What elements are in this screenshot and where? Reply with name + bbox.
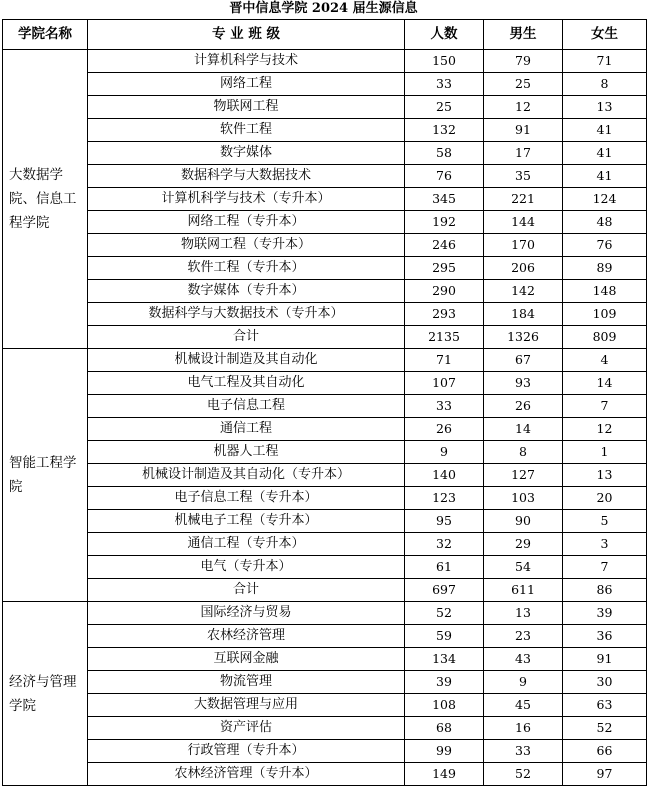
major-cell: 物流管理 [88, 671, 405, 694]
male-cell: 144 [484, 211, 563, 234]
major-cell: 数字媒体（专升本） [88, 280, 405, 303]
total-cell: 95 [405, 510, 484, 533]
female-cell: 124 [563, 188, 647, 211]
table-row [3, 763, 647, 786]
table-row [3, 510, 647, 533]
table-row [3, 142, 647, 165]
major-cell: 互联网金融 [88, 648, 405, 671]
female-cell: 39 [563, 602, 647, 625]
major-cell: 行政管理（专升本） [88, 740, 405, 763]
total-cell: 150 [405, 50, 484, 73]
female-cell: 7 [563, 395, 647, 418]
male-cell: 79 [484, 50, 563, 73]
total-cell: 52 [405, 602, 484, 625]
total-cell: 99 [405, 740, 484, 763]
total-cell: 26 [405, 418, 484, 441]
major-cell: 电气工程及其自动化 [88, 372, 405, 395]
female-cell: 41 [563, 142, 647, 165]
major-cell: 国际经济与贸易 [88, 602, 405, 625]
table-row [3, 602, 647, 625]
male-cell: 12 [484, 96, 563, 119]
table-row [3, 165, 647, 188]
male-cell: 142 [484, 280, 563, 303]
male-cell: 26 [484, 395, 563, 418]
header-male: 男生 [484, 20, 563, 50]
header-total: 人数 [405, 20, 484, 50]
female-cell: 91 [563, 648, 647, 671]
total-cell: 246 [405, 234, 484, 257]
female-cell: 109 [563, 303, 647, 326]
total-cell: 33 [405, 395, 484, 418]
male-cell: 14 [484, 418, 563, 441]
total-cell: 132 [405, 119, 484, 142]
major-cell: 机器人工程 [88, 441, 405, 464]
female-cell: 13 [563, 96, 647, 119]
male-cell: 17 [484, 142, 563, 165]
major-cell: 农林经济管理 [88, 625, 405, 648]
table-row [3, 50, 647, 73]
header-major: 专 业 班 级 [88, 20, 405, 50]
major-cell: 机械电子工程（专升本） [88, 510, 405, 533]
table-row [3, 441, 647, 464]
total-cell: 25 [405, 96, 484, 119]
major-cell: 物联网工程（专升本） [88, 234, 405, 257]
table-row [3, 717, 647, 740]
table-row [3, 694, 647, 717]
major-cell: 电气（专升本） [88, 556, 405, 579]
male-cell: 16 [484, 717, 563, 740]
female-cell: 52 [563, 717, 647, 740]
college-name-cell: 智能工程学院 [3, 349, 88, 602]
male-cell: 93 [484, 372, 563, 395]
major-cell: 软件工程（专升本） [88, 257, 405, 280]
male-cell: 45 [484, 694, 563, 717]
female-cell: 41 [563, 119, 647, 142]
total-cell: 71 [405, 349, 484, 372]
female-cell: 97 [563, 763, 647, 786]
major-cell: 大数据管理与应用 [88, 694, 405, 717]
total-cell: 107 [405, 372, 484, 395]
male-cell: 29 [484, 533, 563, 556]
total-cell: 61 [405, 556, 484, 579]
major-cell: 电子信息工程 [88, 395, 405, 418]
header-college: 学院名称 [3, 20, 88, 50]
total-cell: 345 [405, 188, 484, 211]
total-cell: 59 [405, 625, 484, 648]
header-row [3, 20, 647, 50]
major-cell: 网络工程 [88, 73, 405, 96]
total-cell: 149 [405, 763, 484, 786]
table-row [3, 234, 647, 257]
student-source-table [2, 19, 647, 786]
total-cell: 32 [405, 533, 484, 556]
total-cell: 58 [405, 142, 484, 165]
table-row [3, 579, 647, 602]
major-cell: 机械设计制造及其自动化（专升本） [88, 464, 405, 487]
major-cell: 资产评估 [88, 717, 405, 740]
total-cell: 290 [405, 280, 484, 303]
male-cell: 54 [484, 556, 563, 579]
major-cell: 农林经济管理（专升本） [88, 763, 405, 786]
table-row [3, 418, 647, 441]
table-row [3, 73, 647, 96]
female-cell: 86 [563, 579, 647, 602]
male-cell: 13 [484, 602, 563, 625]
total-cell: 293 [405, 303, 484, 326]
total-cell: 33 [405, 73, 484, 96]
major-cell: 合计 [88, 326, 405, 349]
header-female: 女生 [563, 20, 647, 50]
male-cell: 611 [484, 579, 563, 602]
male-cell: 206 [484, 257, 563, 280]
male-cell: 33 [484, 740, 563, 763]
total-cell: 108 [405, 694, 484, 717]
table-row [3, 556, 647, 579]
male-cell: 9 [484, 671, 563, 694]
male-cell: 67 [484, 349, 563, 372]
major-cell: 机械设计制造及其自动化 [88, 349, 405, 372]
table-row [3, 326, 647, 349]
table-row [3, 119, 647, 142]
female-cell: 4 [563, 349, 647, 372]
total-cell: 192 [405, 211, 484, 234]
female-cell: 8 [563, 73, 647, 96]
table-row [3, 280, 647, 303]
female-cell: 20 [563, 487, 647, 510]
male-cell: 8 [484, 441, 563, 464]
major-cell: 电子信息工程（专升本） [88, 487, 405, 510]
female-cell: 13 [563, 464, 647, 487]
table-title: 晋中信息学院 2024 届生源信息 [229, 1, 418, 16]
male-cell: 43 [484, 648, 563, 671]
table-row [3, 648, 647, 671]
male-cell: 103 [484, 487, 563, 510]
table-row [3, 464, 647, 487]
female-cell: 7 [563, 556, 647, 579]
major-cell: 软件工程 [88, 119, 405, 142]
major-cell: 计算机科学与技术（专升本） [88, 188, 405, 211]
total-cell: 9 [405, 441, 484, 464]
total-cell: 76 [405, 165, 484, 188]
table-row [3, 533, 647, 556]
major-cell: 数据科学与大数据技术 [88, 165, 405, 188]
table-row [3, 211, 647, 234]
total-cell: 2135 [405, 326, 484, 349]
male-cell: 1326 [484, 326, 563, 349]
major-cell: 数据科学与大数据技术（专升本） [88, 303, 405, 326]
female-cell: 89 [563, 257, 647, 280]
female-cell: 63 [563, 694, 647, 717]
college-name-cell: 大数据学院、信息工程学院 [3, 50, 88, 349]
female-cell: 809 [563, 326, 647, 349]
table-row [3, 372, 647, 395]
male-cell: 35 [484, 165, 563, 188]
male-cell: 25 [484, 73, 563, 96]
major-cell: 物联网工程 [88, 96, 405, 119]
total-cell: 39 [405, 671, 484, 694]
table-row [3, 96, 647, 119]
female-cell: 5 [563, 510, 647, 533]
male-cell: 90 [484, 510, 563, 533]
table-row [3, 625, 647, 648]
major-cell: 网络工程（专升本） [88, 211, 405, 234]
table-row [3, 487, 647, 510]
male-cell: 170 [484, 234, 563, 257]
total-cell: 134 [405, 648, 484, 671]
total-cell: 295 [405, 257, 484, 280]
female-cell: 48 [563, 211, 647, 234]
female-cell: 12 [563, 418, 647, 441]
male-cell: 91 [484, 119, 563, 142]
female-cell: 36 [563, 625, 647, 648]
table-row [3, 395, 647, 418]
table-row [3, 740, 647, 763]
total-cell: 68 [405, 717, 484, 740]
table-row [3, 349, 647, 372]
male-cell: 23 [484, 625, 563, 648]
male-cell: 184 [484, 303, 563, 326]
table-row [3, 303, 647, 326]
female-cell: 30 [563, 671, 647, 694]
table-body [3, 50, 647, 786]
male-cell: 52 [484, 763, 563, 786]
female-cell: 41 [563, 165, 647, 188]
female-cell: 14 [563, 372, 647, 395]
major-cell: 通信工程 [88, 418, 405, 441]
female-cell: 71 [563, 50, 647, 73]
table-row [3, 671, 647, 694]
total-cell: 697 [405, 579, 484, 602]
female-cell: 1 [563, 441, 647, 464]
total-cell: 123 [405, 487, 484, 510]
major-cell: 计算机科学与技术 [88, 50, 405, 73]
major-cell: 通信工程（专升本） [88, 533, 405, 556]
male-cell: 127 [484, 464, 563, 487]
female-cell: 76 [563, 234, 647, 257]
total-cell: 140 [405, 464, 484, 487]
female-cell: 3 [563, 533, 647, 556]
table-row [3, 257, 647, 280]
table-row [3, 188, 647, 211]
female-cell: 148 [563, 280, 647, 303]
college-name-cell: 经济与管理学院 [3, 602, 88, 786]
female-cell: 66 [563, 740, 647, 763]
major-cell: 合计 [88, 579, 405, 602]
male-cell: 221 [484, 188, 563, 211]
major-cell: 数字媒体 [88, 142, 405, 165]
